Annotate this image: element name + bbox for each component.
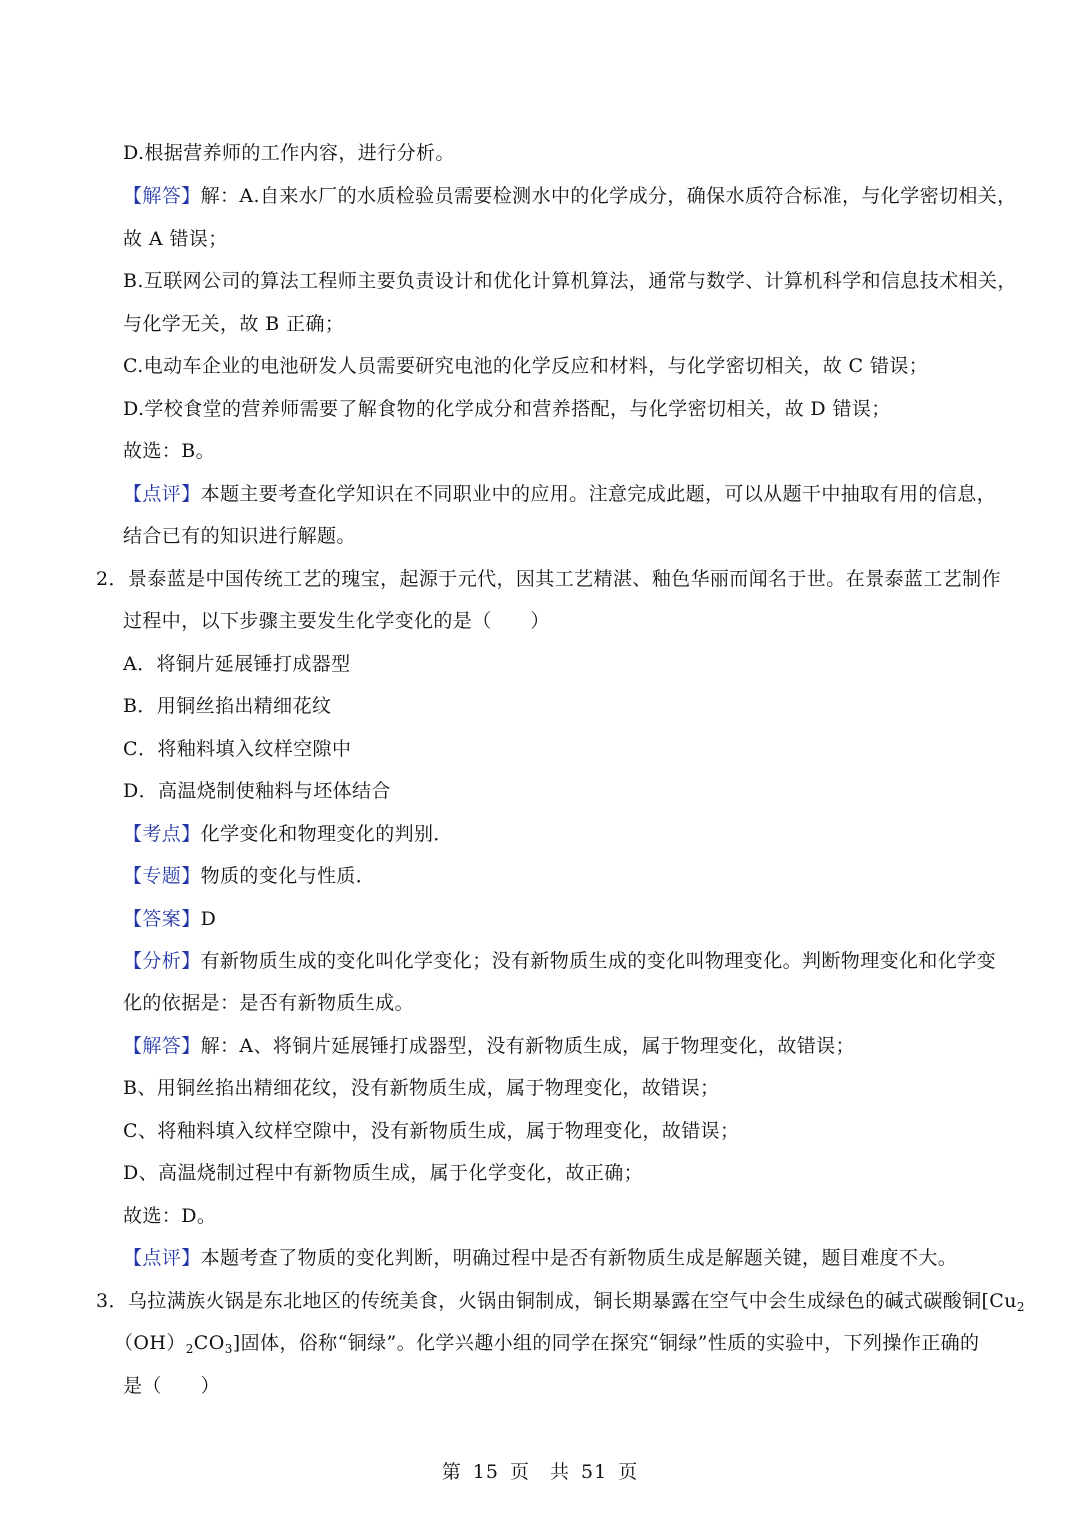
q1-solution-line xyxy=(123,183,1017,209)
formula-part: CO xyxy=(193,1332,225,1354)
q2-answer xyxy=(123,906,216,932)
zhuanti-tag: 【专题】 xyxy=(123,865,201,887)
comment-text: 本题主要考查化学知识在不同职业中的应用。注意完成此题，可以从题干中抽取有用的信息， xyxy=(200,483,997,505)
fenxi-tag: 【分析】 xyxy=(123,950,201,972)
q1-solution-line-5: C.电动车企业的电池研发人员需要研究电池的化学反应和材料，与化学密切相关，故 C 错误； xyxy=(123,355,929,377)
q1-comment-line xyxy=(123,481,996,507)
q3-stem-line-3: 是（ ） xyxy=(123,1375,221,1397)
q1-solution-line-3: B.互联网公司的算法工程师主要负责设计和优化计算机算法，通常与数学、计算机科学和信息技术相关， xyxy=(123,270,1017,292)
q3-stem-text: ]固体，俗称“铜绿”。化学兴趣小组的同学在探究“铜绿”性质的实验中，下列操作正确的 xyxy=(232,1332,980,1354)
q2-dianping xyxy=(123,1245,957,1271)
formula-part: （OH） xyxy=(114,1332,186,1354)
zhuanti-text: 物质的变化与性质． xyxy=(200,865,376,887)
footer-suffix: 页 xyxy=(618,1461,639,1483)
q1-solution-line-7: 故选：B。 xyxy=(123,440,215,462)
q2-option-b: B．用铜丝掐出精细花纹 xyxy=(123,695,332,717)
footer-mid: 页 共 xyxy=(509,1461,570,1483)
q2-jieda-line-3: C、将釉料填入纹样空隙中，没有新物质生成，属于物理变化，故错误； xyxy=(123,1120,740,1142)
answer-text: D xyxy=(200,908,217,930)
q2-stem-text: 景泰蓝是中国传统工艺的瑰宝，起源于元代，因其工艺精湛、釉色华丽而闻名于世。在景泰蓝工艺制作 xyxy=(127,568,1001,590)
page-footer xyxy=(0,1457,1080,1484)
fenxi-text: 有新物质生成的变化叫化学变化；没有新物质生成的变化叫物理变化。判断物理变化和化学变 xyxy=(200,950,997,972)
answer-tag: 【答案】 xyxy=(123,908,201,930)
q1-solution-line-6: D.学校食堂的营养师需要了解食物的化学成分和营养搭配，与化学密切相关，故 D 错误； xyxy=(123,398,891,420)
jieda-text: 解：A、将铜片延展锤打成器型，没有新物质生成，属于物理变化，故错误； xyxy=(200,1035,855,1057)
footer-prefix: 第 xyxy=(441,1461,462,1483)
q1-solution-line-4: 与化学无关，故 B 正确； xyxy=(123,313,345,335)
q2-stem-line-2: 过程中，以下步骤主要发生化学变化的是（ ） xyxy=(123,610,550,632)
q1-analysis-d: D.根据营养师的工作内容，进行分析。 xyxy=(123,142,455,164)
comment-tag: 【点评】 xyxy=(123,483,201,505)
q1-comment-line-2: 结合已有的知识进行解题。 xyxy=(123,525,356,547)
solution-text: 解：A.自来水厂的水质检验员需要检测水中的化学成分，确保水质符合标准，与化学密切相关， xyxy=(200,185,1017,207)
q2-fenxi-line-2: 化的依据是：是否有新物质生成。 xyxy=(123,992,415,1014)
subscript: 3 xyxy=(224,1342,233,1356)
q3-stem-line-1 xyxy=(96,1288,1025,1314)
dianping-text: 本题考查了物质的变化判断，明确过程中是否有新物质生成是解题关键，题目难度不大。 xyxy=(200,1247,958,1269)
q2-kaodian xyxy=(123,821,453,847)
q2-option-c: C．将釉料填入纹样空隙中 xyxy=(123,738,352,760)
subscript: 2 xyxy=(1016,1300,1025,1314)
q2-option-a: A．将铜片延展锤打成器型 xyxy=(123,653,351,675)
q1-solution-line-2: 故 A 错误； xyxy=(123,228,228,250)
current-page-number: 15 xyxy=(472,1461,499,1483)
q2-jieda xyxy=(123,1033,855,1059)
kaodian-tag: 【考点】 xyxy=(123,823,201,845)
q2-zhuanti xyxy=(123,863,375,889)
q3-stem-text: 乌拉满族火锅是东北地区的传统美食，火锅由铜制成，铜长期暴露在空气中会生成绿色的碱式碳酸铜[Cu xyxy=(127,1290,1017,1312)
solution-tag: 【解答】 xyxy=(123,185,201,207)
jieda-tag: 【解答】 xyxy=(123,1035,201,1057)
q2-option-d: D．高温烧制使釉料与坯体结合 xyxy=(123,780,391,802)
dianping-tag: 【点评】 xyxy=(123,1247,201,1269)
q2-jieda-line-2: B、用铜丝掐出精细花纹，没有新物质生成，属于物理变化，故错误； xyxy=(123,1077,720,1099)
q2-jieda-line-5: 故选：D。 xyxy=(123,1205,217,1227)
q3-stem-line-2 xyxy=(114,1330,979,1356)
kaodian-text: 化学变化和物理变化的判别． xyxy=(200,823,453,845)
question-number: 3． xyxy=(96,1290,128,1312)
q2-stem-line-1 xyxy=(96,566,1001,592)
subscript: 2 xyxy=(185,1342,194,1356)
q2-fenxi xyxy=(123,948,996,974)
q2-jieda-line-4: D、高温烧制过程中有新物质生成，属于化学变化，故正确； xyxy=(123,1162,644,1184)
question-number: 2． xyxy=(96,568,128,590)
total-page-number: 51 xyxy=(581,1461,608,1483)
